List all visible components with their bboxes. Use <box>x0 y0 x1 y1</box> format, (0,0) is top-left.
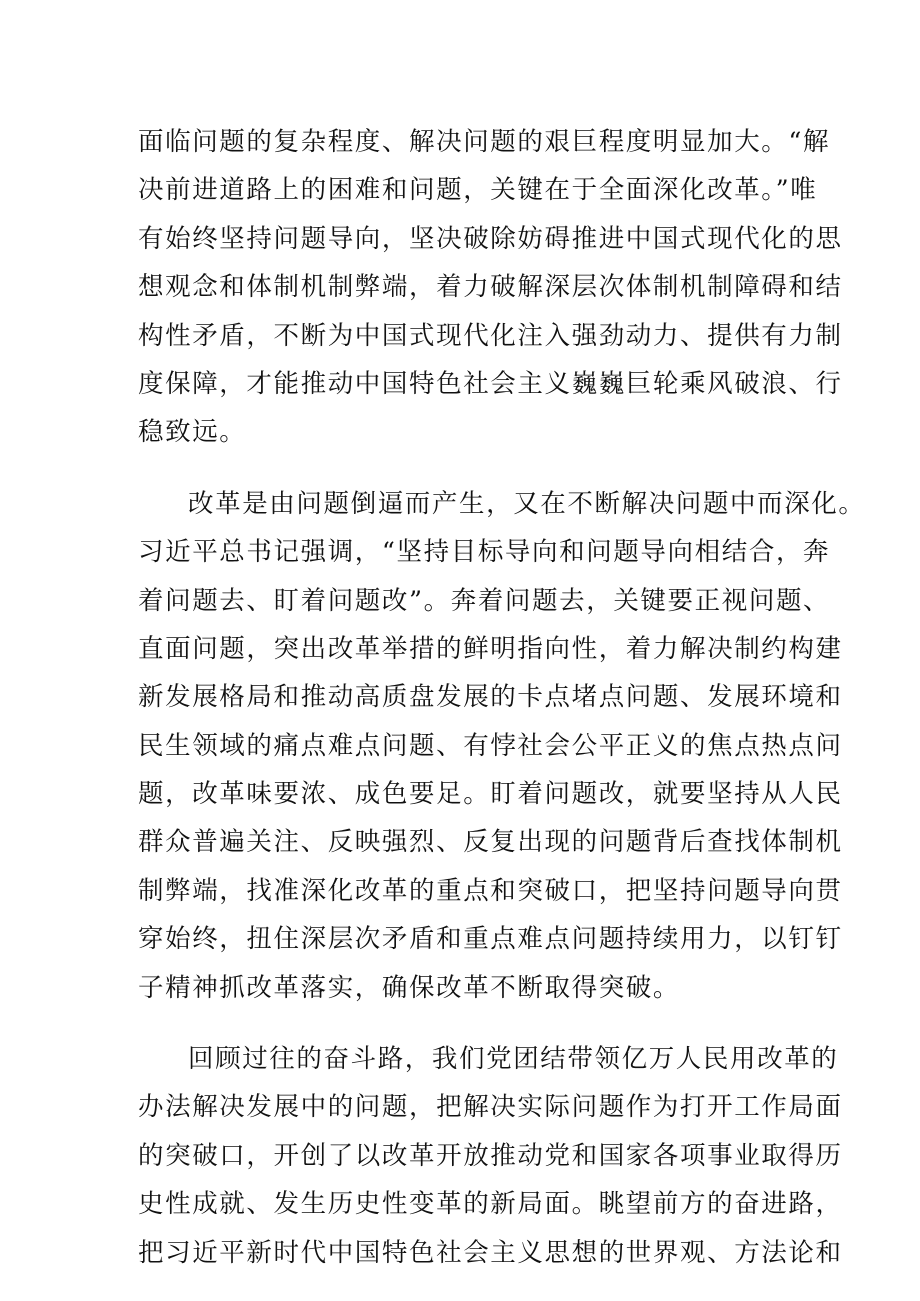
paragraph-line: 子精神抓改革落实，确保改革不断取得突破。 <box>138 972 681 1003</box>
paragraph-line: 群众普遍关注、反映强烈、反复出现的问题背后查找体制机 <box>138 827 843 858</box>
paragraph-line: 构性矛盾，不断为中国式现代化注入强劲动力、提供有力制 <box>138 320 843 351</box>
paragraph-first-line: 改革是由问题倒逼而产生，又在不断解决问题中而深化。 <box>188 488 866 519</box>
paragraph-line: 想观念和体制机制弊端，着力破解深层次体制机制障碍和结 <box>138 272 843 303</box>
paragraph-line: 办法解决发展中的问题，把解决实际问题作为打开工作局面 <box>138 1092 843 1123</box>
paragraph-line: 穿始终，扭住深层次矛盾和重点难点问题持续用力，以钉钉 <box>138 924 843 955</box>
article-body <box>138 118 866 1277</box>
paragraph-line: 面临问题的复杂程度、解决问题的艰巨程度明显加大。“解 <box>138 127 831 157</box>
paragraph-line: 有始终坚持问题导向，坚决破除妨碍推进中国式现代化的思 <box>138 223 843 254</box>
paragraph-3 <box>138 1035 843 1277</box>
paragraph-line: 新发展格局和推动高质盘发展的卡点堵点问题、发展环境和 <box>138 682 843 713</box>
paragraph-line: 史性成就、发生历史性变革的新局面。眺望前方的奋进路， <box>138 1189 843 1220</box>
paragraph-line: 着问题去、盯着问题改”。奔着问题去，关键要正视问题、 <box>138 585 831 616</box>
paragraph-line: 决前进道路上的困难和问题，关键在于全面深化改革。”唯 <box>138 175 818 206</box>
paragraph-line: 题，改革味要浓、成色要足。盯着问题改，就要坚持从人民 <box>138 779 843 810</box>
paragraph-first-line: 回顾过往的奋斗路，我们党团结带领亿万人民用改革的 <box>188 1044 839 1075</box>
paragraph-line: 稳致远。 <box>138 417 247 448</box>
paragraph-line: 度保障，才能推动中国特色社会主义巍巍巨轮乘风破浪、行 <box>138 368 843 399</box>
paragraph-line: 习近平总书记强调，“坚持目标导向和问题导向相结合，奔 <box>138 537 831 568</box>
paragraph-line: 把习近平新时代中国特色社会主义思想的世界观、方法论和 <box>138 1237 843 1268</box>
paragraph-spacer <box>138 457 798 480</box>
paragraph-1 <box>138 118 843 457</box>
paragraph-line: 制弊端，找准深化改革的重点和突破口，把坚持问题导向贯 <box>138 875 843 906</box>
paragraph-line: 的突破口，开创了以改革开放推动党和国家各项事业取得历 <box>138 1140 843 1171</box>
paragraph-2 <box>138 480 866 1012</box>
paragraph-line: 民生领域的痛点难点问题、有悖社会公平正义的焦点热点问 <box>138 730 843 761</box>
paragraph-line: 直面问题，突出改革举措的鲜明指向性，着力解决制约构建 <box>138 633 843 664</box>
paragraph-spacer <box>138 1012 798 1035</box>
